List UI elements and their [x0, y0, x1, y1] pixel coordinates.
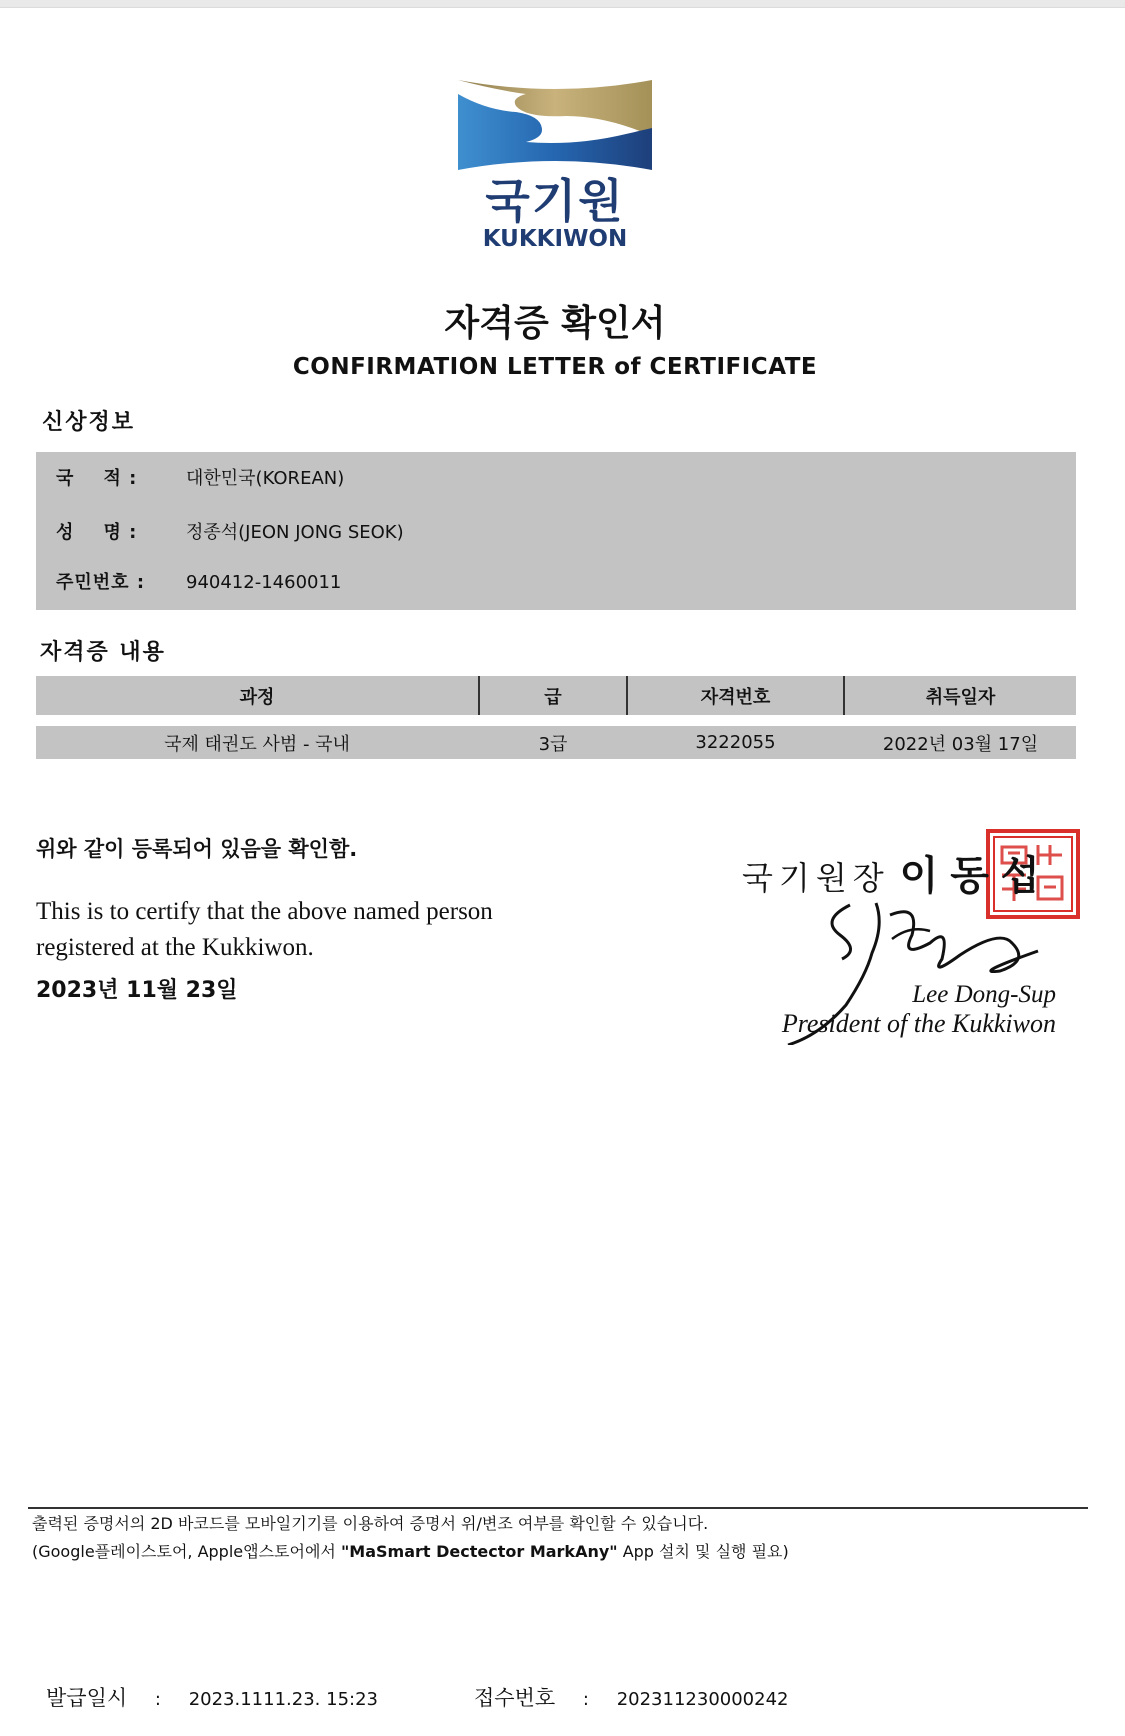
- name-row: [36, 518, 1076, 548]
- kukkiwon-emblem-icon: [456, 76, 654, 174]
- receipt-separator: :: [582, 1689, 589, 1710]
- top-rule: [0, 0, 1125, 8]
- resident-number-label: 주민번호 :: [56, 572, 146, 593]
- issue-datetime-label: 발급일시: [46, 1686, 128, 1710]
- issue-datetime: [46, 1684, 378, 1714]
- cell-cert-number: 3222055: [695, 732, 776, 753]
- table-row: [36, 726, 1076, 759]
- confirmation-statement-en: This is to certify that the above named person registered at the Kukkiwon.: [36, 898, 493, 961]
- kukkiwon-logo: [456, 76, 654, 252]
- footer-divider: [28, 1507, 1088, 1509]
- cell-acquired-date: 2022년 03월 17일: [882, 733, 1039, 755]
- president-title-en: President of the Kukkiwon: [781, 1009, 1056, 1038]
- name-label: 성 명 :: [56, 522, 138, 543]
- app-name: "MaSmart Dectector MarkAny": [340, 1542, 618, 1561]
- app-note-suffix: App 설치 및 실행 필요): [617, 1542, 789, 1561]
- personal-info-heading: 신상정보: [42, 410, 136, 435]
- logo-name-en: KUKKIWON: [482, 226, 628, 252]
- barcode-note: 출력된 증명서의 2D 바코드를 모바일기기를 이용하여 증명서 위/변조 여부를 확인할 수 있습니다.: [32, 1514, 709, 1533]
- nationality-row: [36, 464, 1076, 494]
- resident-number-value: 940412-1460011: [186, 572, 342, 593]
- logo-name-ko: 국기원: [485, 174, 625, 228]
- document-title-ko: 자격증 확인서: [444, 303, 666, 344]
- header-acquired-date: 취득일자: [925, 686, 996, 708]
- confirmation-statement-ko: 위와 같이 등록되어 있음을 확인함.: [36, 837, 358, 861]
- president-title-ko-label: 국기원장: [742, 859, 890, 897]
- app-note-prefix: (Google플레이스토어, Apple앱스토어에서: [32, 1542, 341, 1561]
- name-value: 정종석(JEON JONG SEOK): [186, 522, 404, 543]
- cell-course: 국제 태권도 사범 - 국내: [164, 733, 350, 755]
- header-grade: 급: [544, 686, 562, 708]
- president-title-ko: [742, 852, 1052, 899]
- receipt-number-label: 접수번호: [474, 1686, 556, 1710]
- issue-separator: :: [154, 1689, 161, 1710]
- cell-grade: 3급: [538, 733, 568, 755]
- president-name-ko: 이동섭: [899, 852, 1052, 899]
- receipt-number: [474, 1684, 789, 1714]
- certificate-table-header: [36, 676, 1076, 715]
- certificate-heading: 자격증 내용: [40, 640, 166, 665]
- app-install-note: [32, 1540, 789, 1564]
- resident-number-row: [36, 568, 1076, 598]
- header-course: 과정: [239, 686, 275, 708]
- issue-datetime-value: 2023.1111.23. 15:23: [188, 1689, 378, 1710]
- president-name-en: Lee Dong-Sup: [912, 981, 1056, 1008]
- receipt-number-value: 202311230000242: [616, 1689, 789, 1710]
- confirmation-date: 2023년 11월 23일: [36, 978, 238, 1003]
- header-cert-number: 자격번호: [700, 686, 771, 708]
- nationality-value: 대한민국(KOREAN): [186, 468, 345, 489]
- document-title-en: CONFIRMATION LETTER of CERTIFICATE: [292, 354, 818, 380]
- nationality-label: 국 적 :: [56, 468, 138, 489]
- personal-info-box: [36, 452, 1076, 610]
